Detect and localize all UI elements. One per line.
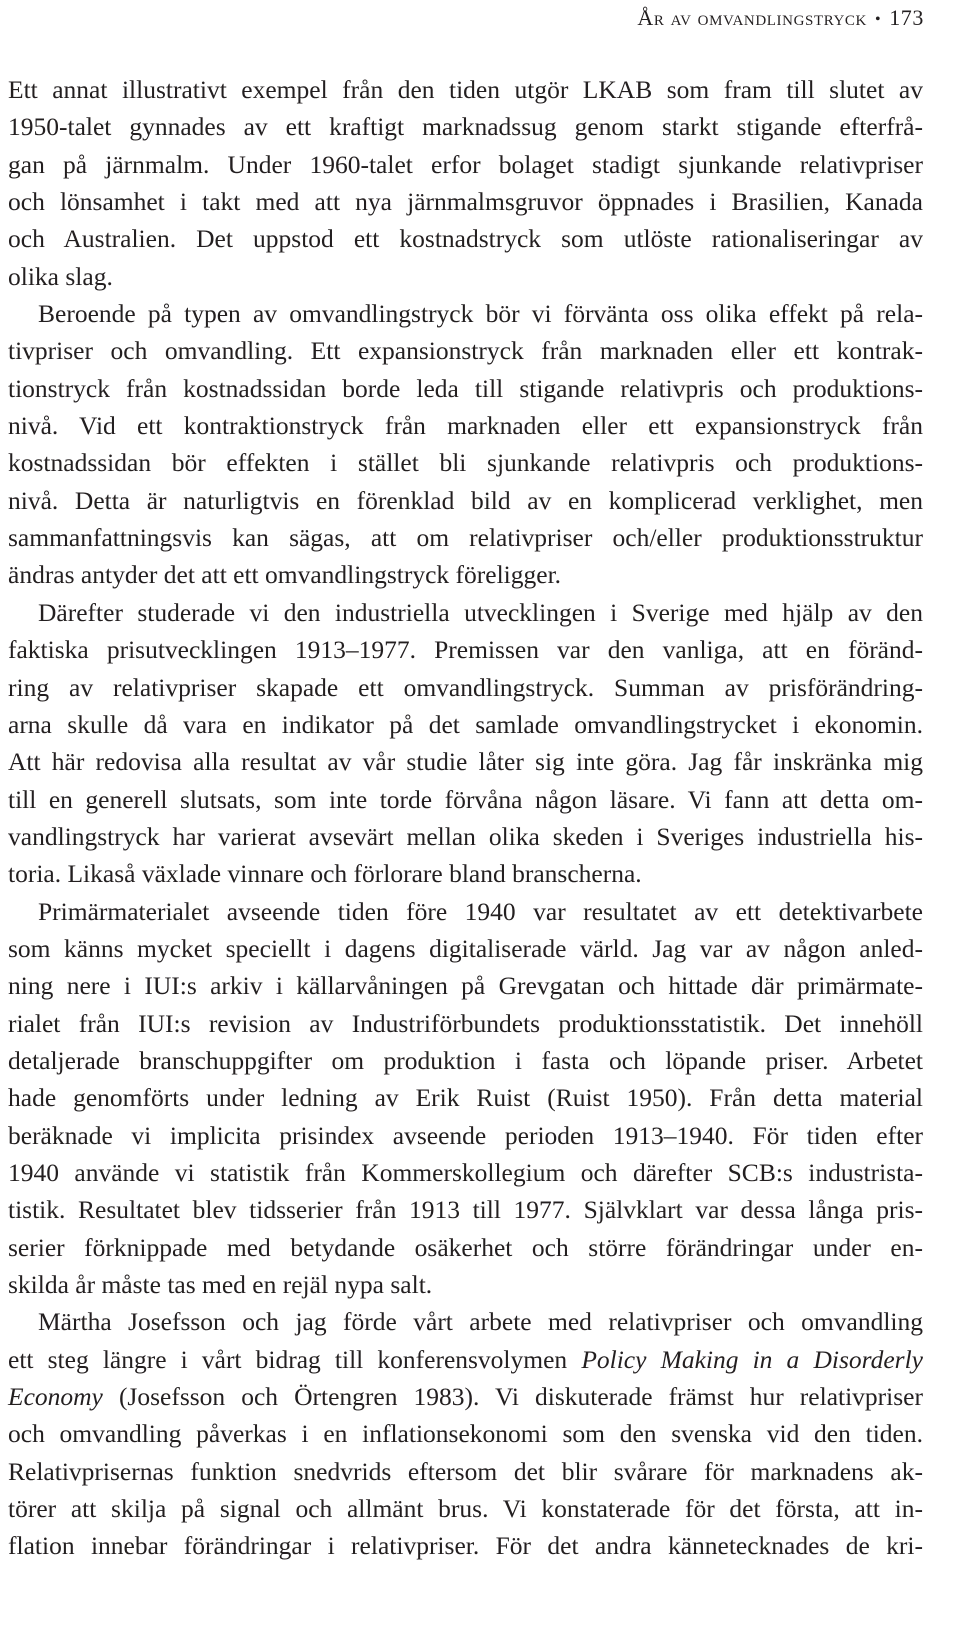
text-line xyxy=(8,818,923,855)
running-header xyxy=(637,2,924,36)
italic-title: Economy xyxy=(8,1382,103,1412)
text-line-content: Beroende på typen av omvandlingstryck bör vi förvänta oss olika effekt på rela- xyxy=(38,299,923,329)
text-line xyxy=(8,594,923,631)
text-line-content: arna skulle då vara en indikator på det samlade omvandlingstrycket i ekonomin. xyxy=(8,709,923,739)
text-line xyxy=(8,519,923,556)
text-line-content: ning nere i IUI:s arkiv i källarvåningen på Grevgatan och hittade där primärmate- xyxy=(8,971,923,1001)
text-line xyxy=(8,1154,923,1191)
page-number: 173 xyxy=(889,5,924,30)
text-line-content: Ett annat illustrativt exempel från den tiden utgör LKAB som fram till slutet av xyxy=(8,75,923,104)
text-line-content: till en generell slutsats, som inte torde förvåna någon läsare. Vi fann att detta om- xyxy=(8,784,923,814)
text-line xyxy=(8,407,923,444)
text-line xyxy=(8,967,923,1004)
text-line-content: nivå. Vid ett kontraktionstryck från marknaden eller ett expansionstryck från xyxy=(8,411,923,441)
text-line xyxy=(8,146,923,183)
text-line xyxy=(8,669,923,706)
text-line xyxy=(8,930,923,967)
text-line-content: detaljerade branschuppgifter om produktion i fasta och löpande priser. Arbetet xyxy=(8,1045,923,1075)
text-line xyxy=(8,1191,923,1228)
text-line xyxy=(8,1378,923,1415)
text-line-content: sammanfattningsvis kan sägas, att om relativpriser och/eller produktionsstruktur xyxy=(8,523,923,553)
text-line-content: tivpriser och omvandling. Ett expansionstryck från marknaden eller ett kontrak- xyxy=(8,336,923,366)
text-line-content: Att här redovisa alla resultat av vår studie låter sig inte göra. Jag får inskränka mig xyxy=(8,747,923,777)
text-line-content: gan på järnmalm. Under 1960-talet erfor bolaget stadigt sjunkande relativpriser xyxy=(8,149,923,179)
text-line xyxy=(8,1415,923,1452)
text-line-content: och Australien. Det uppstod ett kostnadstryck som utlöste rationaliseringar av xyxy=(8,224,923,254)
bullet-separator-icon: • xyxy=(874,11,882,28)
text-line xyxy=(8,71,923,108)
text-line-content: (Josefsson och Örtengren 1983). Vi diskuterade främst hur relativpriser xyxy=(102,1382,923,1412)
text-line xyxy=(8,1490,923,1527)
text-line-content: serier förknippade med betydande osäkerhet och större förändringar under en- xyxy=(8,1232,923,1262)
text-line-content: och omvandling påverkas i en inflationsekonomi som den svenska vid den tiden. xyxy=(8,1419,923,1449)
text-line xyxy=(8,258,923,295)
text-line-content: ändras antyder det att ett omvandlingstryck föreligger. xyxy=(8,560,562,590)
text-line xyxy=(8,893,923,930)
text-line xyxy=(8,743,923,780)
text-line-content: Relativprisernas funktion snedvrids eftersom det blir svårare för marknadens ak- xyxy=(8,1456,923,1486)
text-line xyxy=(8,1453,923,1490)
text-line xyxy=(8,108,923,145)
text-line xyxy=(8,220,923,257)
text-line xyxy=(8,1527,923,1564)
text-line xyxy=(8,1042,923,1079)
text-line xyxy=(8,1266,923,1303)
body-text xyxy=(8,71,923,1565)
text-line xyxy=(8,332,923,369)
text-line xyxy=(8,1341,923,1378)
text-line-content: och lönsamhet i takt med att nya järnmalmsgruvor öppnades i Brasilien, Kanada xyxy=(8,187,923,217)
italic-title: Policy Making in a Disorderly xyxy=(581,1344,923,1374)
text-line xyxy=(8,1303,923,1340)
running-header-title: År av omvandlingstryck xyxy=(637,5,867,30)
text-line-content: Märtha Josefsson och jag förde vårt arbete med relativpriser och omvandling xyxy=(38,1307,923,1337)
text-line-content: vandlingstryck har varierat avsevärt mellan olika skeden i Sveriges industriella his- xyxy=(8,821,923,851)
text-line xyxy=(8,781,923,818)
text-line xyxy=(8,556,923,593)
text-line-content: kostnadssidan bör effekten i stället bli sjunkande relativpris och produktions- xyxy=(8,448,923,478)
text-line xyxy=(8,855,923,892)
text-line-content: 1950-talet gynnades av ett kraftigt marknadssug genom starkt stigande efterfrå- xyxy=(8,112,923,142)
text-line xyxy=(8,631,923,668)
text-line-content: tistik. Resultatet blev tidsserier från 1913 till 1977. Självklart var dessa långa pris- xyxy=(8,1195,923,1225)
text-line xyxy=(8,1005,923,1042)
text-line-content: nivå. Detta är naturligtvis en förenklad bild av en komplicerad verklighet, men xyxy=(8,485,923,515)
text-line-content: olika slag. xyxy=(8,261,113,291)
text-line-content: törer att skilja på signal och allmänt brus. Vi konstaterade för det första, att in- xyxy=(8,1494,923,1524)
text-line-content: ring av relativpriser skapade ett omvandlingstryck. Summan av prisförändring- xyxy=(8,672,923,702)
text-line-content: rialet från IUI:s revision av Industriförbundets produktionsstatistik. Det innehöll xyxy=(8,1008,923,1038)
text-line xyxy=(8,706,923,743)
text-line-content: skilda år måste tas med en rejäl nypa salt. xyxy=(8,1270,433,1299)
text-line xyxy=(8,482,923,519)
text-line-content: 1940 använde vi statistik från Kommerskollegium och därefter SCB:s industrista- xyxy=(8,1157,923,1187)
text-line xyxy=(8,370,923,407)
text-line xyxy=(8,295,923,332)
text-line xyxy=(8,1117,923,1154)
text-line xyxy=(8,1079,923,1116)
text-line-content: som känns mycket speciellt i dagens digitaliserade värld. Jag var av någon anled- xyxy=(8,933,923,963)
text-line-content: flation innebar förändringar i relativpriser. För det andra kännetecknades de kri- xyxy=(8,1531,923,1561)
text-line-content: Därefter studerade vi den industriella utvecklingen i Sverige med hjälp av den xyxy=(38,597,923,627)
text-line-content: faktiska prisutvecklingen 1913–1977. Premissen var den vanliga, att en föränd- xyxy=(8,635,923,665)
text-line xyxy=(8,183,923,220)
text-line xyxy=(8,444,923,481)
text-line-content: beräknade vi implicita prisindex avseende perioden 1913–1940. För tiden efter xyxy=(8,1120,923,1150)
text-line-content: Primärmaterialet avseende tiden före 1940 var resultatet av ett detektivarbete xyxy=(38,896,923,926)
text-line-content: toria. Likaså växlade vinnare och förlorare bland branscherna. xyxy=(8,859,642,889)
text-line-content: ett steg längre i vårt bidrag till konferensvolymen xyxy=(8,1344,582,1374)
text-line-content: hade genomförts under ledning av Erik Ruist (Ruist 1950). Från detta material xyxy=(8,1083,923,1113)
text-line-content: tionstryck från kostnadssidan borde leda till stigande relativpris och produktions- xyxy=(8,373,923,403)
text-line xyxy=(8,1229,923,1266)
